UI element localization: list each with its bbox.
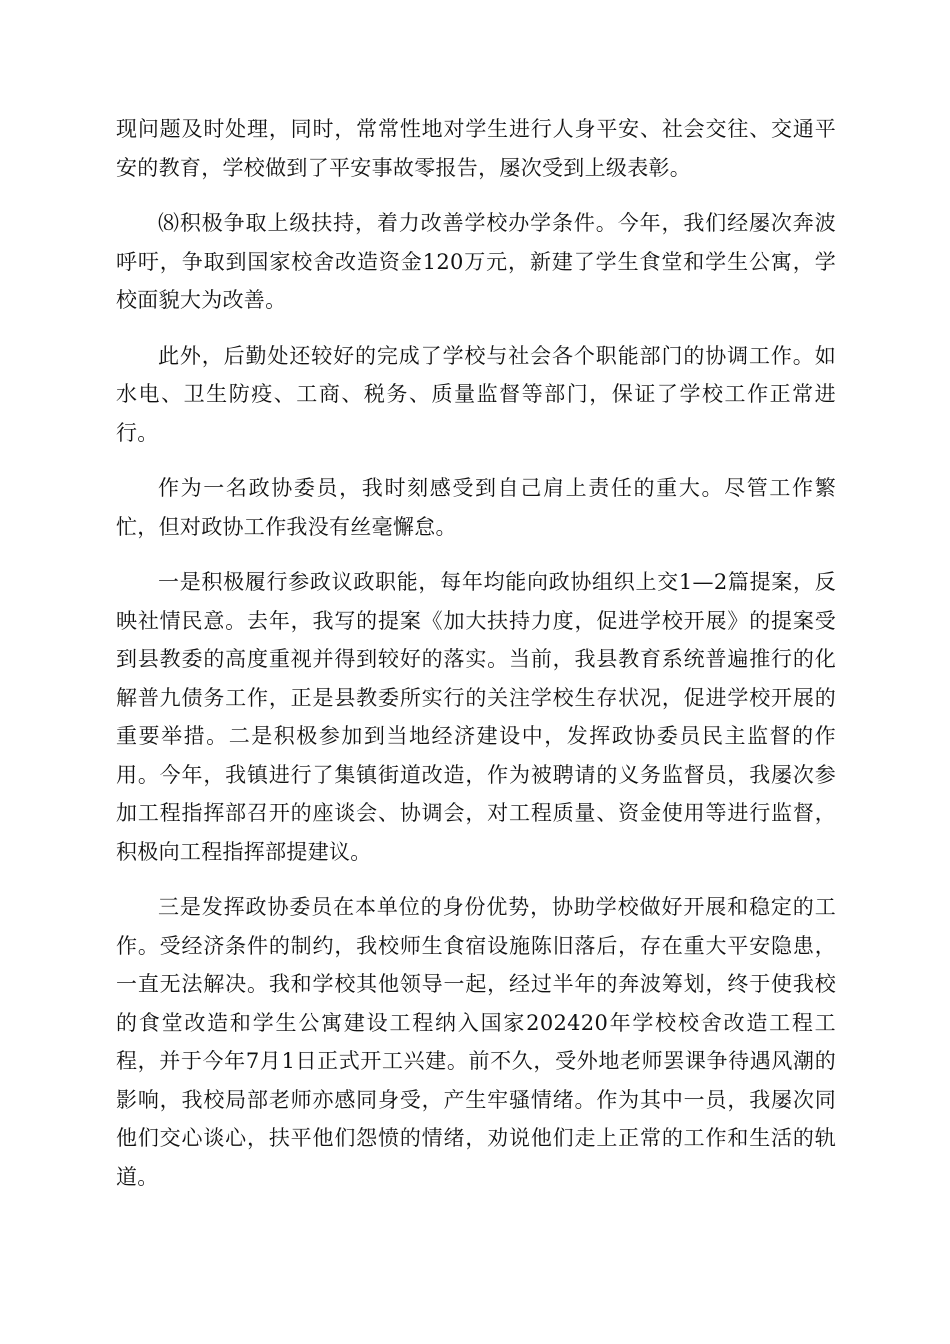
- paragraph-3: 此外，后勤处还较好的完成了学校与社会各个职能部门的协调工作。如水电、卫生防疫、工商、税务、质量监督等部门，保证了学校工作正常进行。: [116, 343, 836, 445]
- paragraph-6: 三是发挥政协委员在本单位的身份优势，协助学校做好开展和稳定的工作。受经济条件的制约，我校师生食宿设施陈旧落后，存在重大平安隐患，一直无法解决。我和学校其他领导一起，经过半年的奔波筹划，终于使我校的食堂改造和学生公寓建设工程纳入国家202420年学校校舍改造工程工程，并于今年7月1日正式开工兴建。前不久，受外地老师罢课争待遇风潮的影响，我校局部老师亦感同身受，产生牢骚情绪。作为其中一员，我屡次同他们交心谈心，扶平他们怨愤的情绪，劝说他们走上正常的工作和生活的轨道。: [116, 895, 836, 1189]
- paragraph-2: ⑻积极争取上级扶持，着力改善学校办学条件。今年，我们经屡次奔波呼吁，争取到国家校舍改造资金120万元，新建了学生食堂和学生公寓，学校面貌大为改善。: [116, 211, 836, 312]
- paragraph-1: 现问题及时处理，同时，常常性地对学生进行人身平安、社会交往、交通平安的教育，学校做到了平安事故零报告，屡次受到上级表彰。: [116, 117, 836, 180]
- paragraph-4: 作为一名政协委员，我时刻感受到自己肩上责任的重大。尽管工作繁忙，但对政协工作我没有丝毫懈怠。: [116, 476, 836, 539]
- paragraph-5: 一是积极履行参政议政职能，每年均能向政协组织上交1—2篇提案，反映社情民意。去年，我写的提案《加大扶持力度，促进学校开展》的提案受到县教委的高度重视并得到较好的落实。当前，我县教育系统普遍推行的化解普九债务工作，正是县教委所实行的关注学校生存状况，促进学校开展的重要举措。二是积极参加到当地经济建设中，发挥政协委员民主监督的作用。今年，我镇进行了集镇街道改造，作为被聘请的义务监督员，我屡次参加工程指挥部召开的座谈会、协调会，对工程质量、资金使用等进行监督，积极向工程指挥部提建议。: [116, 570, 836, 864]
- document-page: [116, 110, 836, 1213]
